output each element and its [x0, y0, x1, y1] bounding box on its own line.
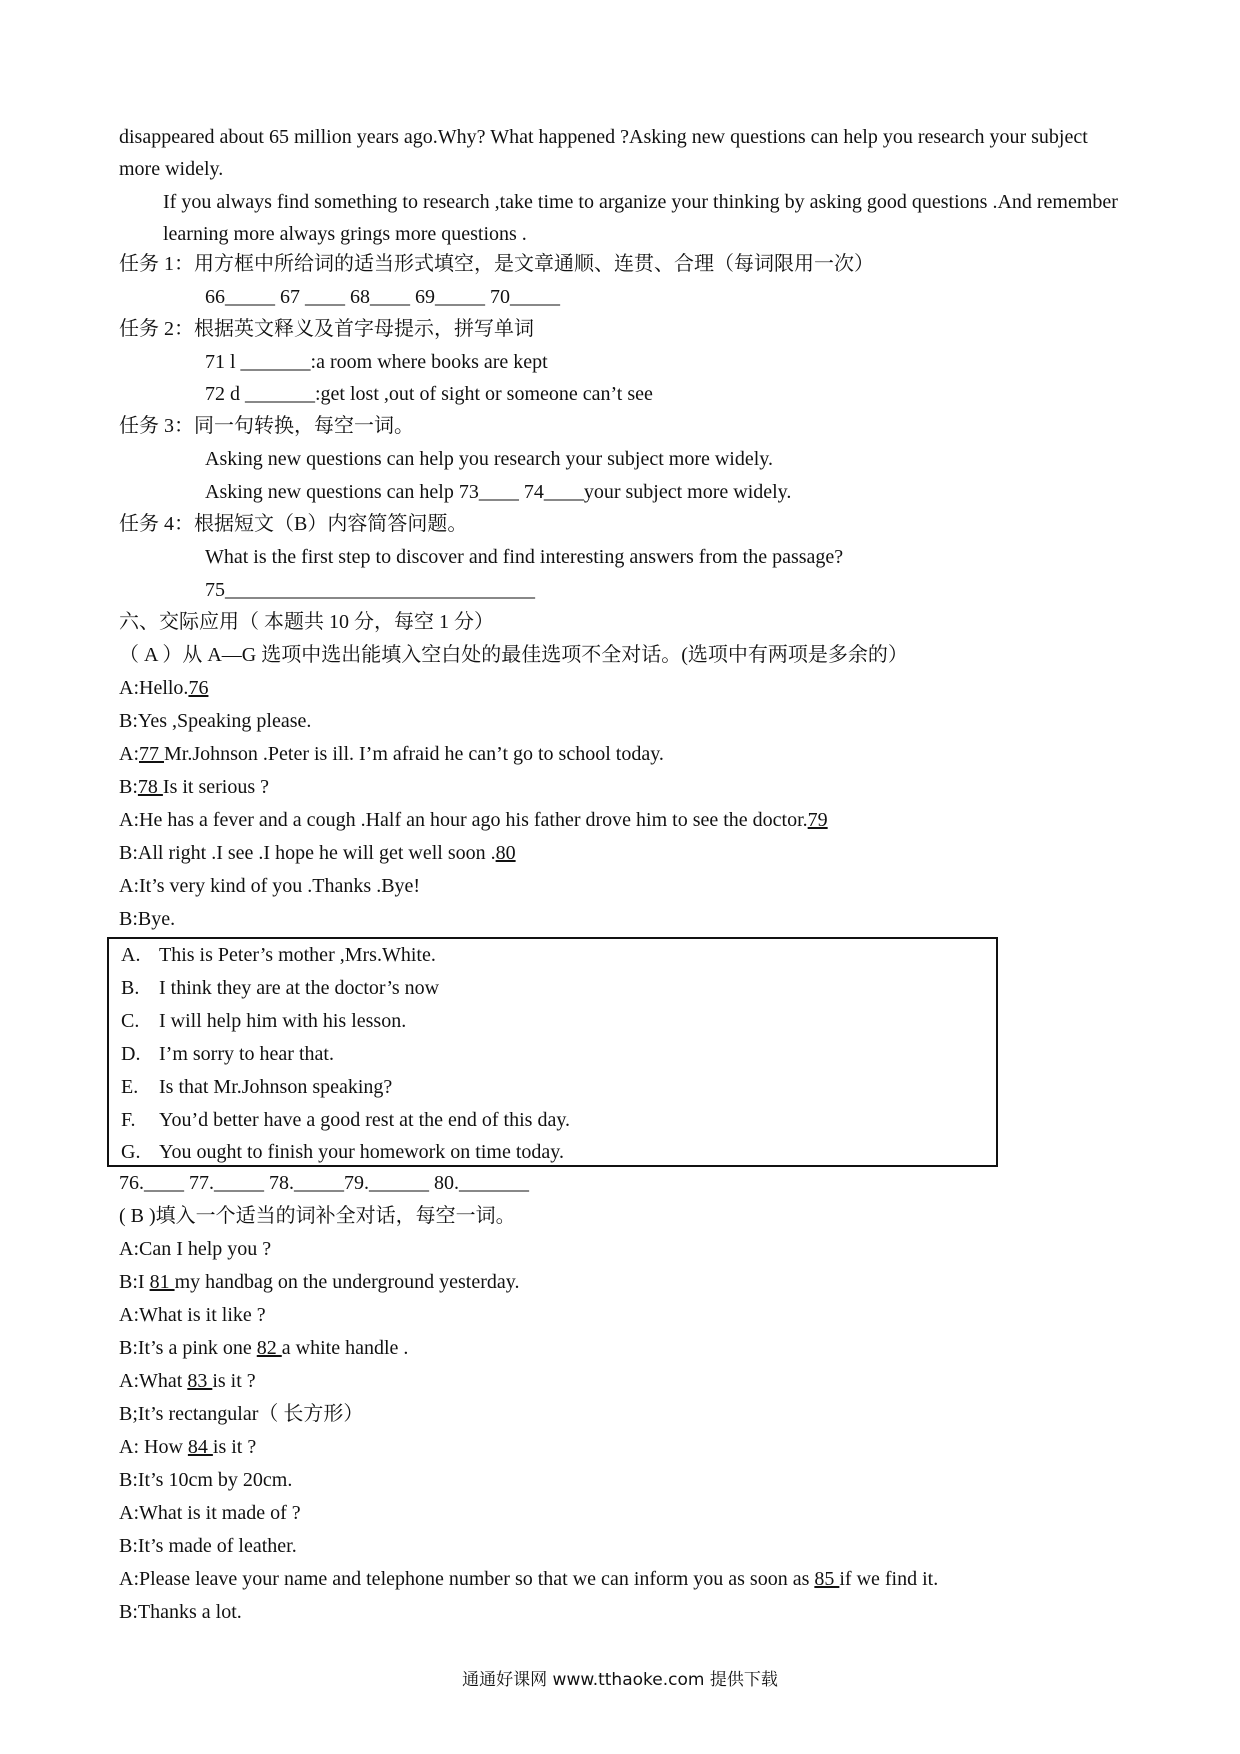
dialog-a-line-8: B:Bye. [119, 908, 176, 930]
dialog-text: A:What [119, 1370, 188, 1392]
dialog-a-line-3 [119, 742, 1122, 767]
blank-85: 85 [814, 1568, 840, 1590]
task4-question: What is the first step to discover and find interesting answers from the passage? [205, 546, 844, 568]
dialog-text: is it ? [212, 1370, 256, 1392]
part-b-title: ( B )填入一个适当的词补全对话，每空一词。 [119, 1205, 516, 1227]
dialog-b-line-11 [119, 1567, 1122, 1592]
option-letter: G. [121, 1141, 141, 1163]
option-text: I will help him with his lesson. [159, 1010, 407, 1032]
section6-title: 六、交际应用（ 本题共 10 分，每空 1 分） [119, 611, 494, 633]
dialog-text: Mr.Johnson .Peter is ill. I’m afraid he can’t go to school today. [164, 743, 664, 765]
task3-sentence-1: Asking new questions can help you research your subject more widely. [205, 448, 773, 470]
option-letter: B. [121, 977, 140, 999]
dialog-text: Is it serious ? [162, 776, 269, 798]
option-text: I’m sorry to hear that. [159, 1043, 334, 1065]
blank-83: 83 [187, 1370, 213, 1392]
passage-paragraph-2: If you always find something to research ,take time to arganize your thinking by asking good questions .And remember learning more always grings more questions . [163, 191, 1118, 245]
dialog-text: B:I [119, 1271, 150, 1293]
options-box [107, 937, 998, 1167]
dialog-text: A:Hello. [119, 677, 189, 699]
dialog-b-line-9: A:What is it made of ? [119, 1502, 301, 1524]
dialog-text: A: How [119, 1436, 188, 1458]
option-f [121, 1108, 570, 1133]
task1-title: 任务 1：用方框中所给词的适当形式填空，是文章通顺、连贯、合理（每词限用一次） [119, 253, 874, 275]
dialog-text: my handbag on the underground yesterday. [174, 1271, 520, 1293]
dialog-text: B: [119, 776, 138, 798]
dialog-b-line-2 [119, 1270, 1122, 1295]
blank-82: 82 [256, 1337, 282, 1359]
option-g [121, 1140, 564, 1165]
blank-78: 78 [137, 776, 163, 798]
task2-title: 任务 2：根据英文释义及首字母提示，拼写单词 [119, 318, 534, 340]
dialog-text: A: [119, 743, 139, 765]
dialog-b-line-6: B;It’s rectangular（ 长方形） [119, 1403, 364, 1425]
task4-answer-line: 75_______________________________ [205, 579, 535, 601]
dialog-a-line-7: A:It’s very kind of you .Thanks .Bye! [119, 875, 421, 897]
blank-77: 77 [139, 743, 164, 765]
option-letter: E. [121, 1076, 139, 1098]
dialog-a-line-6 [119, 841, 1122, 866]
dialog-b-line-3: A:What is it like ? [119, 1304, 266, 1326]
page-footer: 通通好课网 www.tthaoke.com 提供下载 [462, 1670, 778, 1690]
dialog-text: B:It’s a pink one [119, 1337, 257, 1359]
option-c [121, 1009, 406, 1034]
answer-line-a: 76.____ 77._____ 78._____79.______ 80._______ [119, 1172, 529, 1194]
option-letter: F. [121, 1109, 136, 1131]
option-text: This is Peter’s mother ,Mrs.White. [159, 944, 436, 966]
passage-paragraph-1: disappeared about 65 million years ago.Why? What happened ?Asking new questions can help you research your subject more widely. [119, 126, 1088, 180]
blank-84: 84 [187, 1436, 213, 1458]
dialog-text: a white handle . [281, 1337, 409, 1359]
option-text: I think they are at the doctor’s now [159, 977, 440, 999]
dialog-b-line-8: B:It’s 10cm by 20cm. [119, 1469, 293, 1491]
task1-blanks: 66_____ 67 ____ 68____ 69_____ 70_____ [205, 286, 560, 308]
blank-76: 76 [188, 677, 209, 699]
dialog-a-line-5 [119, 808, 1122, 833]
dialog-a-line-4 [119, 775, 1122, 800]
option-text: You’d better have a good rest at the end of this day. [159, 1109, 571, 1131]
task3-sentence-2: Asking new questions can help 73____ 74____your subject more widely. [205, 481, 792, 503]
blank-80: 80 [495, 842, 516, 864]
option-text: Is that Mr.Johnson speaking? [159, 1076, 393, 1098]
part-a-title: （ A ）从 A—G 选项中选出能填入空白处的最佳选项不全对话。(选项中有两项是多余的） [119, 644, 908, 666]
dialog-text: A:He has a fever and a cough .Half an hour ago his father drove him to see the doctor. [119, 809, 808, 831]
dialog-b-line-5 [119, 1369, 1122, 1394]
dialog-b-line-12: B:Thanks a lot. [119, 1601, 242, 1623]
option-a [121, 943, 436, 968]
dialog-b-line-1: A:Can I help you ? [119, 1238, 272, 1260]
option-b [121, 976, 439, 1001]
blank-79: 79 [807, 809, 828, 831]
option-letter: D. [121, 1043, 141, 1065]
task2-item-72: 72 d _______:get lost ,out of sight or someone can’t see [205, 383, 653, 405]
dialog-text: is it ? [212, 1436, 257, 1458]
task3-title: 任务 3：同一句转换，每空一词。 [119, 415, 414, 437]
dialog-b-line-10: B:It’s made of leather. [119, 1535, 297, 1557]
dialog-b-line-7 [119, 1435, 1122, 1460]
option-text: You ought to finish your homework on time today. [159, 1141, 564, 1163]
option-letter: C. [121, 1010, 140, 1032]
dialog-b-line-4 [119, 1336, 1122, 1361]
dialog-a-line-2: B:Yes ,Speaking please. [119, 710, 312, 732]
option-letter: A. [121, 944, 141, 966]
option-d [121, 1042, 334, 1067]
blank-81: 81 [149, 1271, 175, 1293]
task2-item-71: 71 l _______:a room where books are kept [205, 351, 548, 373]
dialog-a-line-1 [119, 676, 1122, 701]
dialog-text: A:Please leave your name and telephone number so that we can inform you as soon as [119, 1568, 815, 1590]
dialog-text: B:All right .I see .I hope he will get well soon . [119, 842, 496, 864]
task4-title: 任务 4：根据短文（B）内容简答问题。 [119, 513, 468, 535]
option-e [121, 1075, 392, 1100]
dialog-text: if we find it. [839, 1568, 939, 1590]
